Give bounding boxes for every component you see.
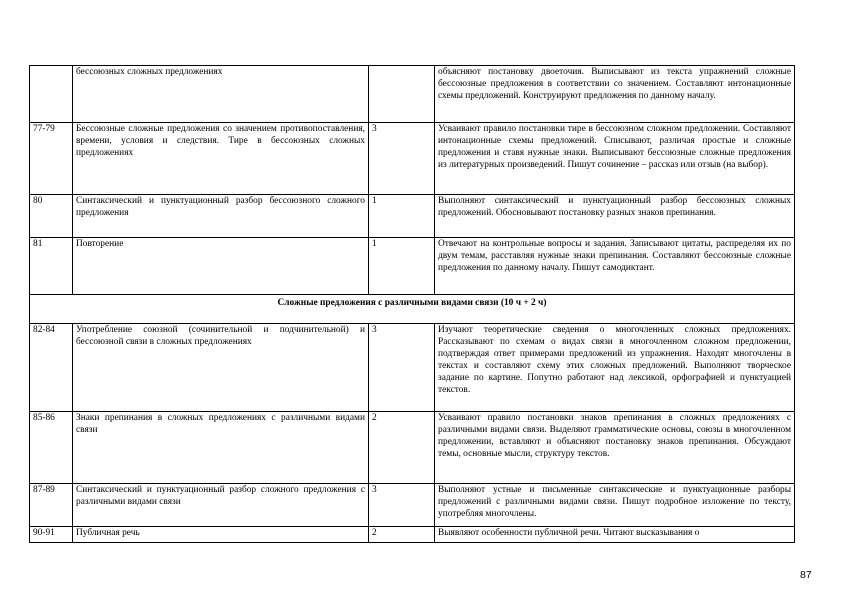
lesson-number: 85-86 — [30, 412, 73, 484]
page-number: 87 — [800, 569, 812, 581]
lesson-activity: Выполняют устные и письменные синтаксические и пунктуационные разборы предложений с различными видами связи. Пишут подробное изложение по тексту, употребляя многочлены. — [435, 484, 795, 527]
lesson-topic: Публичная речь — [73, 527, 369, 543]
section-title: Сложные предложения с различными видами связи (10 ч + 2 ч) — [30, 295, 795, 324]
lesson-number — [30, 66, 73, 123]
lesson-hours: 3 — [369, 123, 435, 195]
lesson-topic: Бессоюзные сложные предложения со значением противопоставления, времени, условия и следствия. Тире в бессоюзных сложных предложениях — [73, 123, 369, 195]
lesson-activity: Отвечают на контрольные вопросы и задания. Записывают цитаты, распределяя их по двум темам, расставляя нужные знаки препинания. Составляют бессоюзные сложные предложения по данному началу. Пишут самодиктант. — [435, 238, 795, 295]
lesson-topic: бессоюзных сложных предложениях — [73, 66, 369, 123]
lesson-number: 87-89 — [30, 484, 73, 527]
table-row — [30, 324, 795, 412]
lesson-number: 81 — [30, 238, 73, 295]
lesson-activity: объясняют постановку двоеточия. Выписывают из текста упражнений сложные бессоюзные предложения в соответствии со значением. Составляют интонационные схемы предложений. Конструируют предложения по данному началу. — [435, 66, 795, 123]
table-row — [30, 123, 795, 195]
lesson-hours: 1 — [369, 195, 435, 238]
lesson-hours: 2 — [369, 527, 435, 543]
lesson-hours — [369, 66, 435, 123]
table-row — [30, 66, 795, 123]
lesson-activity: Усваивают правило постановки знаков препинания в сложных предложениях с различными видами связи. Выделяют грамматические основы, союзы в многочленном предложении, вставляют и объясняют постановку знаков препинания. Обсуждают темы, основные мысли, структуру текстов. — [435, 412, 795, 484]
lesson-topic: Синтаксический и пунктуационный разбор бессоюзного сложного предложения — [73, 195, 369, 238]
lesson-number: 77-79 — [30, 123, 73, 195]
lesson-topic: Знаки препинания в сложных предложениях с различными видами связи — [73, 412, 369, 484]
lesson-hours: 1 — [369, 238, 435, 295]
lesson-activity: Выявляют особенности публичной речи. Читают высказывания о — [435, 527, 795, 543]
section-header-row — [30, 295, 795, 324]
curriculum-table — [29, 65, 795, 543]
table-row — [30, 412, 795, 484]
table-row — [30, 238, 795, 295]
lesson-number: 90-91 — [30, 527, 73, 543]
lesson-number: 82-84 — [30, 324, 73, 412]
table-row — [30, 195, 795, 238]
lesson-activity: Усваивают правило постановки тире в бессоюзном сложном предложении. Составляют интонационные схемы предложений. Списывают, различая простые и сложные предложения и ставя нужные знаки. Выписывают бессоюзные сложные предложения из литературных произведений. Пишут сочинение – рассказ или отзыв (на выбор). — [435, 123, 795, 195]
lesson-topic: Употребление союзной (сочинительной и подчинительной) и бессоюзной связи в сложных предложениях — [73, 324, 369, 412]
table-row — [30, 484, 795, 527]
lesson-hours: 3 — [369, 324, 435, 412]
lesson-activity: Выполняют синтаксический и пунктуационный разбор бессоюзных сложных предложений. Обосновывают постановку разных знаков препинания. — [435, 195, 795, 238]
lesson-number: 80 — [30, 195, 73, 238]
lesson-topic: Повторение — [73, 238, 369, 295]
lesson-topic: Синтаксический и пунктуационный разбор сложного предложения с различными видами связи — [73, 484, 369, 527]
lesson-hours: 2 — [369, 412, 435, 484]
lesson-hours: 3 — [369, 484, 435, 527]
lesson-activity: Изучают теоретические сведения о многочленных сложных предложениях. Рассказывают по схемам о видах связи в многочленном сложном предложении, подтверждая ответ примерами предложений из упражнения. Находят многочлены в текстах и составляют схему этих сложных предложений. Выполняют творческое задание по картине. Попутно работают над лексикой, орфографией и пунктуацией текстов. — [435, 324, 795, 412]
table-row — [30, 527, 795, 543]
